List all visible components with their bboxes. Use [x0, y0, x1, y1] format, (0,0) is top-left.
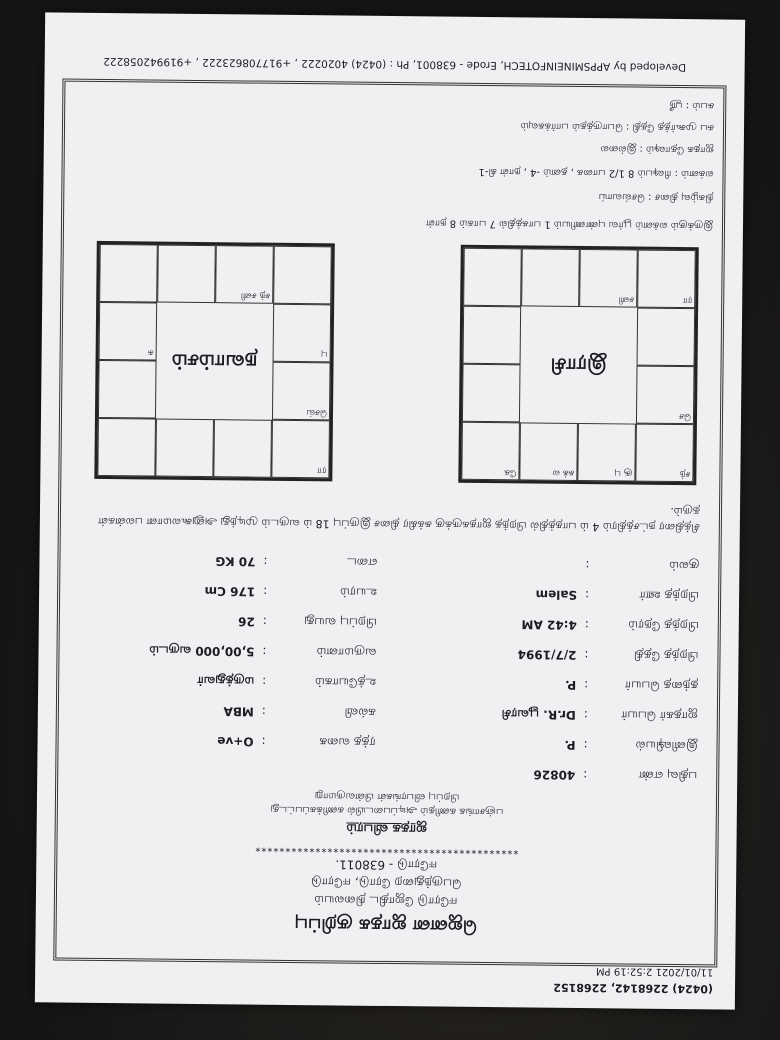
footer-line-3: லக்னம் : ரிஷபம் 8 1/2 பாகை , தனம் -4 , நாள் கி-1	[478, 165, 714, 180]
navamsa-house-cell	[97, 418, 156, 477]
detail-row: இனிஷியல்:P.ரத்த வகை:O+ve	[217, 734, 698, 754]
navamsa-house-cell	[213, 419, 272, 478]
note-line-2: பிறப்பு விபரங்கள் பின்வருமாறு	[314, 790, 460, 803]
developer-credit: Developed by APPSMINEINFOTECH, Erode - 638001, Ph : (0424) 4020222 , +917708623222 , +919942058222	[103, 54, 687, 74]
navamsa-house-cell: சு	[99, 302, 158, 361]
detail-row: ஜாதகர் பெயர்:Dr.R. பூவரசிகல்வி:MBA	[223, 704, 698, 724]
address-line-3: ஈரோடு - 638011.	[335, 857, 438, 873]
rasi-house-cell: சந்	[635, 424, 694, 483]
section-title: ஜாதக விபரம்	[346, 820, 428, 837]
address-line-1: ஈரோடு ஜோதிட நிலையம்	[314, 893, 458, 909]
navamsa-house-cell	[99, 244, 158, 303]
navamsa-house-cell: ரா	[271, 420, 330, 479]
address-line-2: பெருந்துறை ரோடு, ஈரோடு	[310, 875, 462, 891]
stars-divider: ********************************************	[254, 841, 519, 856]
rasi-chart-title: இராசி	[550, 354, 607, 379]
detail-row: பிறந்த தேதி:2/7/1994வருமானம்:5,00,000 வருடம்	[149, 643, 699, 664]
detail-row: பதிவு எண்:40826	[533, 767, 698, 784]
detail-row: குலம்:எடை:70 KG	[215, 554, 700, 574]
detail-row: பிறந்த ஊர்:Salemஉயரம்:176 Cm	[204, 584, 700, 604]
rasi-house-cell: ரா	[637, 250, 696, 309]
rasi-house-cell	[463, 248, 522, 307]
navamsa-chart-title: நவாம்சம்	[171, 350, 258, 376]
navamsa-house-cell	[157, 245, 216, 304]
phone-number: (0424) 2268142, 2268152	[553, 980, 714, 996]
rasi-house-cell	[637, 308, 696, 367]
navamsa-chart	[94, 241, 334, 481]
document-title: ஜெனன ஜாதக குறிப்பு	[294, 914, 477, 937]
rasi-house-cell: செ	[636, 366, 695, 425]
rasi-house-cell	[463, 306, 522, 365]
navamsa-house-cell: சந் சனி	[215, 245, 274, 304]
detail-row: தந்தை பெயர்:P.உத்யோகம்:மருத்துவர்	[197, 673, 699, 694]
rasi-house-cell	[462, 364, 521, 423]
horoscope-paper	[35, 12, 745, 1009]
detail-row: பிறந்த நேரம்:4:42 AMபிறப்பு வயது:26	[238, 614, 699, 634]
navamsa-house-cell	[273, 246, 332, 305]
dasa-paragraph: சித்திரை நட்சத்திரம் 4 ம் பாதத்தில் பிறந்த ஜாதகருக்கு சுக்கிர திசை இருப்பு 18 ம் வருடம் முடிந்து அனுகூலமான பலன்கள் தரும்.	[97, 504, 701, 535]
rasi-chart	[458, 245, 698, 485]
navamsa-house-cell: செவ்	[272, 362, 331, 421]
navamsa-house-cell	[98, 360, 157, 419]
rasi-house-cell: சுக் ல	[519, 422, 578, 481]
navamsa-house-cell: பு	[273, 304, 332, 363]
footer-line-5: சுப முகூர்த்த தேதி : பொருத்தம் பார்க்கவும்	[520, 120, 715, 134]
rasi-house-cell: சூ பு	[577, 423, 636, 482]
note-line-1: பஞ்சாங்க கணிதம் அடிப்படையில் கணிக்கப்பட்டது	[270, 803, 504, 818]
rasi-house-cell: சனி	[579, 249, 638, 308]
print-timestamp: 11/01/2021 2:52:19 PM	[595, 965, 714, 978]
navamsa-house-cell	[155, 419, 214, 478]
footer-line-2: நிகழ்வு திசை : செவ்வாய்	[598, 191, 714, 204]
footer-line-4: ஜாதக தோஷம் : இல்லை	[600, 143, 714, 156]
rasi-house-cell	[521, 248, 580, 307]
footer-line-6: சுபம் : ஸ்ரீ	[669, 99, 715, 112]
footer-line-1: இருக்கும் லக்னம் பூர்வ புண்ணியம் 1 பாகத்தில் 7 பாகம் 8 நாள்	[425, 217, 714, 232]
rasi-house-cell: கே	[461, 422, 520, 481]
